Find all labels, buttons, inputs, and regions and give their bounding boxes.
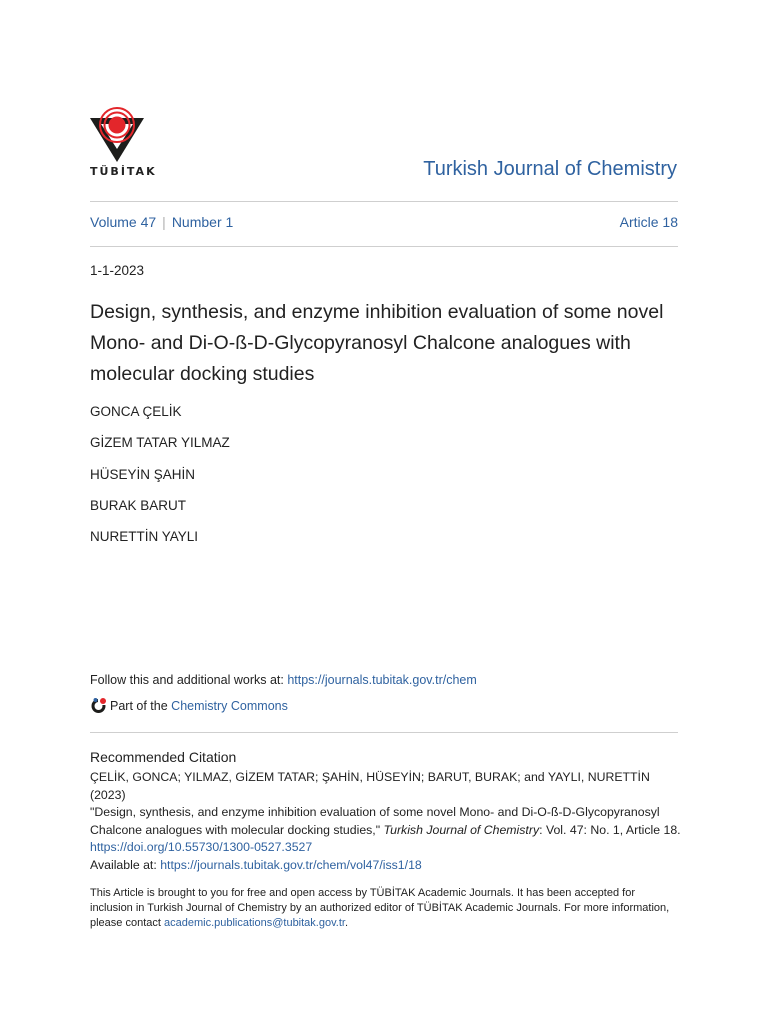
doi-link[interactable]: https://doi.org/10.55730/1300-0527.3527 bbox=[90, 840, 313, 854]
part-of-line bbox=[90, 697, 288, 714]
issue-separator: | bbox=[162, 214, 166, 230]
volume-link[interactable]: Volume 47 bbox=[90, 214, 157, 230]
number-link[interactable]: Number 1 bbox=[171, 214, 234, 230]
publication-date: 1-1-2023 bbox=[90, 263, 145, 278]
author-list bbox=[90, 404, 230, 560]
article-title: Design, synthesis, and enzyme inhibition evaluation of some novel Mono- and Di-O-ß-D-Glycopyranosyl Chalcone analogues with molecular docking studies bbox=[90, 301, 664, 385]
follow-link[interactable]: https://journals.tubitak.gov.tr/chem bbox=[287, 673, 477, 687]
part-of-text: Part of the bbox=[110, 698, 168, 713]
available-label: Available at: bbox=[90, 857, 161, 872]
citation-authors: ÇELİK, GONCA; YILMAZ, GİZEM TATAR; ŞAHİN, HÜSEYİN; BARUT, BURAK; and YAYLI, NURETTİN (2023) bbox=[90, 770, 650, 802]
logo-text: TÜBİTAK bbox=[90, 165, 157, 178]
chemistry-commons-link[interactable]: Chemistry Commons bbox=[171, 698, 288, 713]
issue-divider bbox=[90, 246, 678, 247]
access-notice-text: This Article is brought to you for free and open access by TÜBİTAK Academic Journals. It has been accepted for inclusion in Turkish Journal of Chemistry by an authorized editor of TÜBİTAK Academic Journals. For more information, please contact bbox=[90, 887, 670, 929]
follow-line bbox=[90, 673, 477, 687]
contact-email-link[interactable]: academic.publications@tubitak.gov.tr bbox=[164, 917, 345, 929]
tubitak-logo bbox=[90, 104, 157, 182]
author-item: GONCA ÇELİK bbox=[90, 404, 182, 419]
available-link[interactable]: https://journals.tubitak.gov.tr/chem/vol47/iss1/18 bbox=[160, 857, 422, 872]
author-item: HÜSEYİN ŞAHİN bbox=[90, 466, 196, 482]
citation-text bbox=[90, 769, 682, 874]
access-notice bbox=[90, 886, 670, 931]
issue-row bbox=[90, 214, 678, 230]
recommended-citation-heading: Recommended Citation bbox=[90, 749, 237, 765]
citation-details: : Vol. 47: No. 1, Article 18. bbox=[539, 822, 681, 837]
follow-text: Follow this and additional works at: bbox=[90, 673, 288, 687]
citation-divider bbox=[90, 732, 678, 733]
tubitak-emblem-icon bbox=[90, 104, 144, 164]
journal-title-link[interactable]: Turkish Journal of Chemistry bbox=[423, 158, 677, 180]
citation-journal: Turkish Journal of Chemistry bbox=[383, 822, 540, 837]
commons-network-icon bbox=[90, 697, 107, 714]
author-item: GİZEM TATAR YILMAZ bbox=[90, 435, 230, 451]
author-item: BURAK BARUT bbox=[90, 497, 187, 513]
access-notice-end: . bbox=[344, 917, 349, 929]
article-link[interactable]: Article 18 bbox=[619, 214, 678, 230]
citation-title: "Design, synthesis, and enzyme inhibition evaluation of some novel Mono- and Di-O-ß-D-Glycopyranosyl Chalcone analogues with molecular docking studies," bbox=[90, 805, 660, 837]
author-item: NURETTİN YAYLI bbox=[90, 529, 199, 545]
top-divider bbox=[90, 201, 678, 202]
